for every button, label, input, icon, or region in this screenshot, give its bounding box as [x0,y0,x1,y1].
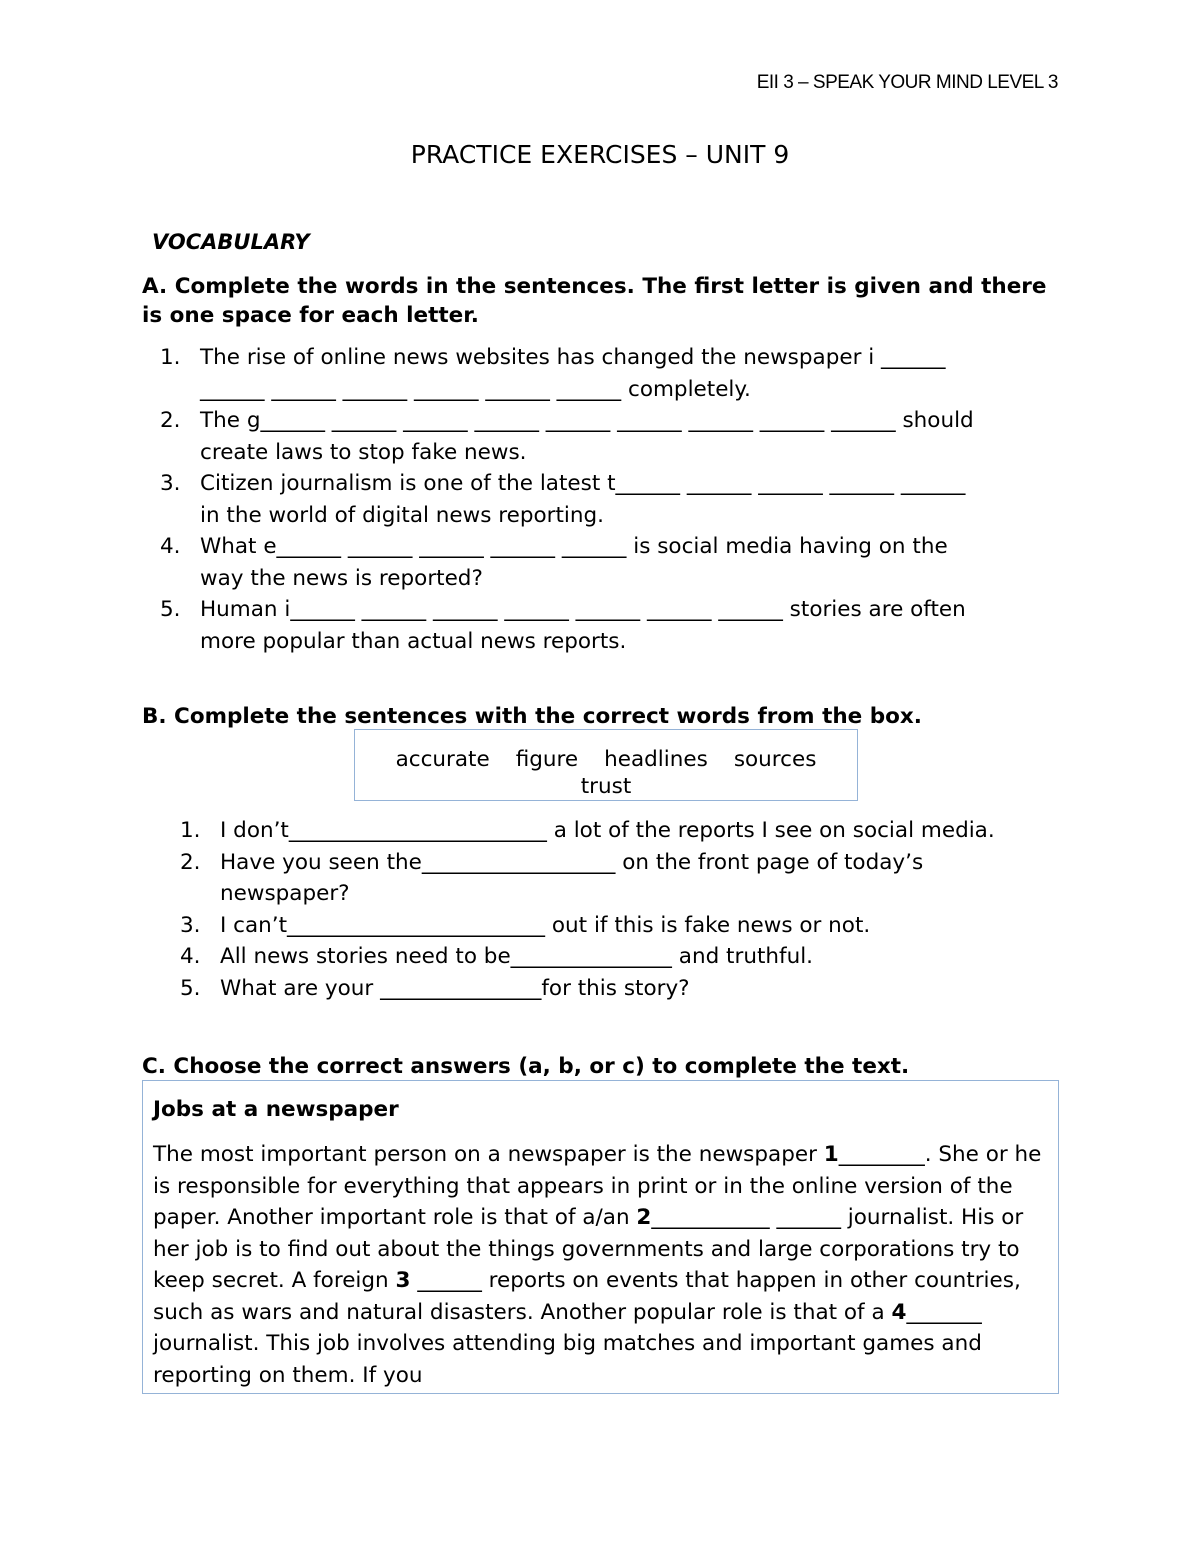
item-text: Have you seen the__________________ on the front page of today’s [220,849,924,875]
item-text: What are your _______________for this story? [220,975,690,1001]
list-item [160,468,1080,531]
item-number: 1. [180,818,201,843]
item-text: What e______ ______ ______ ______ ______ is social media having on the [200,534,948,559]
list-item [180,847,1080,910]
paragraph-text: The most important person on a newspaper is the newspaper [153,1142,824,1167]
item-text: create laws to stop fake news. [200,439,527,465]
word-box-item: sources [733,747,817,772]
word-box-item: accurate [395,747,490,772]
item-text: in the world of digital news reporting. [200,502,605,528]
item-number: 1. [160,345,181,370]
item-text: All news stories need to be_______________ and truthful. [220,944,814,969]
reading-text-box [142,1080,1059,1394]
item-text: Human i______ ______ ______ ______ ______ ______ ______ stories are often [200,597,966,622]
item-text: I can’t________________________ out if this is fake news or not. [220,912,871,938]
list-item [180,973,1080,1005]
gap-number: 1 [823,1142,839,1167]
list-item [160,594,1080,657]
page-title: PRACTICE EXERCISES – UNIT 9 [410,140,790,169]
gap-number: 2 [636,1205,652,1230]
item-text: ______ ______ ______ ______ ______ ______ completely. [200,376,751,402]
item-number: 2. [160,408,181,433]
section-b-heading: B. Complete the sentences with the correct words from the box. [142,704,922,729]
gap-number: 3 [395,1268,411,1293]
paragraph-text: ______ reports on events that happen in other countries, such as wars and natural disasters. Another popular role is that of a [153,1268,1021,1325]
section-c-heading: C. Choose the correct answers (a, b, or c) to complete the text. [142,1054,910,1079]
section-a-list [160,342,1080,657]
item-text: The g______ ______ ______ ______ ______ ______ ______ ______ ______ should [200,408,974,433]
list-item [160,342,1080,405]
paragraph-text: ___________ ______ journalist. His or her job is to find out about the things governments and large corporations try to keep secret. A foreign [153,1205,1024,1293]
item-number: 3. [160,471,181,496]
word-box-item: headlines [604,747,708,772]
item-text: more popular than actual news reports. [200,628,627,654]
item-number: 4. [180,944,201,969]
course-header: EII 3 – SPEAK YOUR MIND LEVEL 3 [756,72,1058,93]
item-number: 3. [180,912,201,938]
list-item [160,405,1080,468]
item-text: way the news is reported? [200,565,483,591]
item-text: newspaper? [220,881,350,906]
paragraph-text: _______ journalist. This job involves attending big matches and important games and reporting on them. If you [153,1299,982,1388]
list-item [180,941,1080,973]
item-number: 5. [160,597,181,622]
item-number: 5. [180,975,201,1001]
item-number: 4. [160,534,181,559]
item-text: The rise of online news websites has changed the newspaper i ______ [200,345,946,370]
item-text: Citizen journalism is one of the latest t______ ______ ______ ______ ______ [200,471,966,496]
section-b-list [180,815,1080,1004]
text-box-title: Jobs at a newspaper [153,1097,399,1122]
paragraph-text: ________. She or he is responsible for everything that appears in print or in the online version of the paper. Another important role is that of a/an [153,1142,1042,1230]
list-item [180,910,1080,942]
reading-paragraph [153,1139,1058,1391]
word-box-item: figure [515,747,579,772]
word-box [354,729,858,801]
item-number: 2. [180,849,201,875]
list-item [180,815,1080,847]
section-a-heading: A. Complete the words in the sentences. The first letter is given and there is one space for each letter. [142,274,1047,328]
word-box-item: trust [580,774,632,799]
vocabulary-label: VOCABULARY [152,230,310,254]
gap-number: 4 [891,1299,907,1325]
list-item [160,531,1080,594]
item-text: I don’t________________________ a lot of the reports I see on social media. [220,818,995,843]
